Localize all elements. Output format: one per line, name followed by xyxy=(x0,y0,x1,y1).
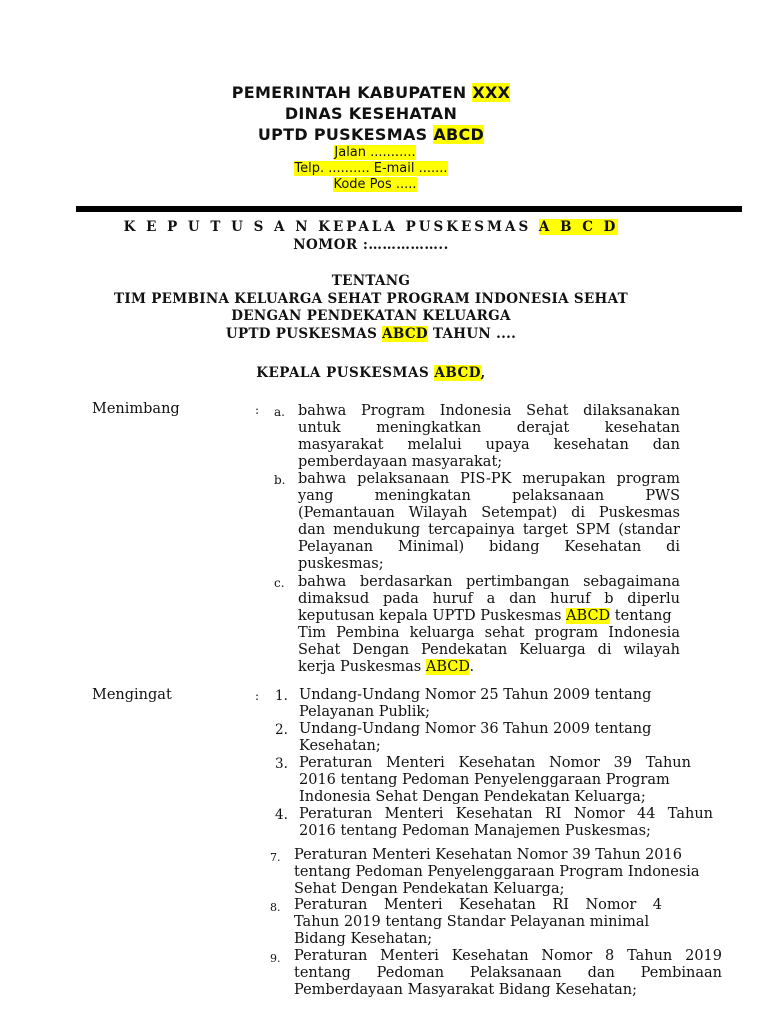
item-text: kerja Puskesmas xyxy=(298,659,426,675)
item-text: tentang xyxy=(610,608,672,624)
mengingat-colon: : xyxy=(255,689,260,703)
item-line: 2016 tentang Pedoman Penyelenggaraan Program xyxy=(299,772,670,788)
item-line: untuk meningkatkan derajat kesehatan xyxy=(298,420,680,436)
subject-line-3: DENGAN PENDEKATAN KELUARGA xyxy=(231,308,511,324)
mengingat-item-3 xyxy=(275,755,691,806)
item-line: bahwa pelaksanaan PIS-PK merupakan program xyxy=(298,471,680,487)
letterhead-uptd: UPTD PUSKESMAS xyxy=(257,125,434,144)
menimbang-item-b xyxy=(274,471,680,573)
item-line: dimaksud pada huruf a dan huruf b diperlu xyxy=(298,591,680,607)
item-line: Peraturan Menteri Kesehatan Nomor 8 Tahun 2019 xyxy=(294,948,722,964)
letterhead-government: PEMERINTAH KABUPATEN xyxy=(231,83,473,102)
list-marker: 1. xyxy=(275,688,288,704)
letterhead xyxy=(76,82,666,193)
item-text: keputusan kepala UPTD Puskesmas xyxy=(298,608,567,624)
menimbang-item-c xyxy=(274,574,680,676)
postal-code-field: Kode Pos ..... xyxy=(333,177,417,192)
highlighted-placeholder: XXX xyxy=(472,83,511,102)
item-line: (Pemantauan Wilayah Setempat) di Puskesmas xyxy=(298,505,680,521)
letterhead-address xyxy=(84,145,666,161)
subject-year: TAHUN .... xyxy=(427,325,517,342)
decree-heading xyxy=(76,219,666,235)
item-line: Tahun 2019 tentang Standar Pelayanan minimal xyxy=(294,914,650,930)
list-marker: 7. xyxy=(270,851,281,864)
item-line: Kesehatan; xyxy=(299,738,381,754)
letterhead-postal xyxy=(84,177,666,193)
mengingat-item-9 xyxy=(270,948,722,999)
item-line: pemberdayaan masyarakat; xyxy=(298,454,503,470)
item-line: bahwa Program Indonesia Sehat dilaksanakan xyxy=(298,403,680,419)
item-line: dan mendukung tercapainya target SPM (standar xyxy=(298,522,680,538)
subject-text: UPTD PUSKESMAS xyxy=(225,325,383,342)
menimbang-label: Menimbang xyxy=(92,401,180,417)
item-line: tentang Pedoman Penyelenggaraan Program Indonesia xyxy=(294,864,700,880)
list-marker: 4. xyxy=(275,807,288,823)
list-marker: 3. xyxy=(275,756,288,772)
item-line: masyarakat melalui upaya kesehatan dan xyxy=(298,437,680,453)
mengingat-item-7 xyxy=(270,847,714,898)
decree-heading-text: K E P U T U S A N KEPALA PUSKESMAS xyxy=(123,219,539,235)
item-line: tentang Pedoman Pelaksanaan dan Pembinaan xyxy=(294,965,722,981)
highlighted-placeholder: A B C D xyxy=(538,219,619,235)
list-marker: 8. xyxy=(270,901,281,914)
item-text: . xyxy=(469,659,475,675)
letterhead-line-1 xyxy=(76,82,666,103)
highlighted-placeholder: ABCD xyxy=(433,125,485,144)
list-marker: b. xyxy=(274,473,286,487)
highlighted-placeholder: ABCD xyxy=(382,325,428,342)
item-line: Undang-Undang Nomor 25 Tahun 2009 tentang xyxy=(299,687,652,703)
list-marker: a. xyxy=(274,405,285,419)
item-line xyxy=(298,659,680,676)
highlighted-placeholder: ABCD xyxy=(566,608,611,624)
menimbang-item-a xyxy=(274,403,680,471)
item-line: 2016 tentang Pedoman Manajemen Puskesmas; xyxy=(299,823,651,839)
item-line: Sehat Dengan Pendekatan Keluarga di wilayah xyxy=(298,642,680,658)
list-marker: c. xyxy=(274,576,285,590)
list-marker: 2. xyxy=(275,722,288,738)
authority-text: KEPALA PUSKESMAS xyxy=(256,365,435,381)
item-line: Peraturan Menteri Kesehatan Nomor 39 Tahun 2016 xyxy=(294,847,682,863)
issuing-authority xyxy=(76,365,666,381)
mengingat-item-2 xyxy=(275,721,691,755)
item-line: Undang-Undang Nomor 36 Tahun 2009 tentang xyxy=(299,721,652,737)
item-line: Peraturan Menteri Kesehatan RI Nomor 44 Tahun xyxy=(299,806,713,822)
decree-number: NOMOR :…………….. xyxy=(293,237,449,253)
letterhead-contact xyxy=(76,161,666,177)
address-field: Jalan ........... xyxy=(334,145,416,160)
letterhead-line-2: DINAS KESEHATAN xyxy=(284,104,458,123)
subject-line-4 xyxy=(76,326,666,344)
menimbang-colon: : xyxy=(255,403,260,417)
highlighted-placeholder: ABCD xyxy=(425,659,470,675)
item-line: Sehat Dengan Pendekatan Keluarga; xyxy=(294,881,565,897)
item-line: Bidang Kesehatan; xyxy=(294,931,433,947)
mengingat-label: Mengingat xyxy=(92,687,172,703)
mengingat-item-1 xyxy=(275,687,691,721)
letterhead-divider xyxy=(76,206,742,212)
list-marker: 9. xyxy=(270,952,281,965)
subject-tentang: TENTANG xyxy=(331,273,411,289)
authority-comma: , xyxy=(480,365,486,381)
item-line: Tim Pembina keluarga sehat program Indonesia xyxy=(298,625,680,641)
item-line: Pemberdayaan Masyarakat Bidang Kesehatan; xyxy=(294,982,637,998)
decree-subject xyxy=(76,273,666,343)
mengingat-item-4 xyxy=(275,806,713,840)
item-line: Pelayanan Publik; xyxy=(299,704,431,720)
item-line: puskesmas; xyxy=(298,556,384,572)
item-line xyxy=(298,608,680,625)
highlighted-placeholder: ABCD xyxy=(434,365,481,381)
letterhead-line-3 xyxy=(76,124,666,145)
item-line: yang meningkatan pelaksanaan PWS xyxy=(298,488,680,504)
mengingat-item-8 xyxy=(270,897,662,948)
contact-field: Telp. .......... E-mail ....... xyxy=(294,161,448,176)
item-line: Peraturan Menteri Kesehatan RI Nomor 4 xyxy=(294,897,662,913)
item-line: Pelayanan Minimal) bidang Kesehatan di xyxy=(298,539,680,555)
item-line: Peraturan Menteri Kesehatan Nomor 39 Tahun xyxy=(299,755,691,771)
subject-line-2: TIM PEMBINA KELUARGA SEHAT PROGRAM INDONESIA SEHAT xyxy=(114,290,628,307)
item-line: bahwa berdasarkan pertimbangan sebagaimana xyxy=(298,574,680,590)
item-line: Indonesia Sehat Dengan Pendekatan Keluarga; xyxy=(299,789,646,805)
